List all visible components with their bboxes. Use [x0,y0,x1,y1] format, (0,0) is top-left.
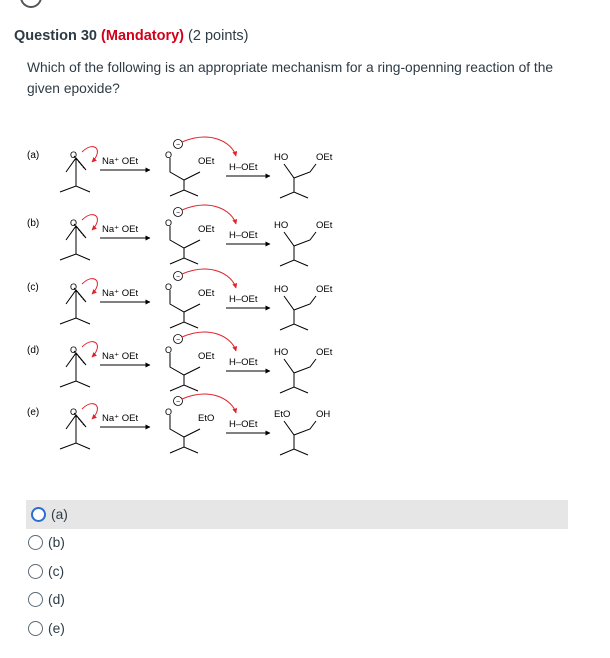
intermediate-bonds [170,353,200,391]
radio-button[interactable] [28,535,43,550]
points-label: (2 points) [188,28,249,44]
intermediate-bonds [170,158,200,196]
intermediate-bonds [170,226,200,264]
scheme-row-label: (d) [27,345,40,356]
curved-arrow [182,205,236,224]
intermediate-bonds [170,290,200,328]
scheme-row-label: (e) [27,407,40,418]
product-right-label: OEt [316,220,333,231]
intermediate-oxygen: O [165,218,173,228]
epoxide-oxygen: O [70,150,78,160]
curved-arrow [82,279,97,294]
curved-arrow [82,342,97,357]
reagent-label: Na⁺ OEt [102,288,139,299]
answer-option-1[interactable] [26,500,568,529]
product-left-label: HO [274,220,289,231]
intermediate-oxygen: O [165,150,173,160]
intermediate-bonds [170,415,200,453]
reagent-label: Na⁺ OEt [102,413,139,424]
epoxide-bonds [60,158,90,192]
intermediate-oxygen: O [165,282,173,292]
epoxide-oxygen: O [70,218,78,228]
radio-button[interactable] [28,564,43,579]
product-bonds [280,421,316,455]
acid-label: H–OEt [229,357,258,368]
negative-charge-sign: − [175,398,181,406]
scheme-row-4 [27,332,333,393]
intermediate-oet-label: OEt [198,288,215,299]
product-right-label: OH [316,409,331,420]
product-bonds [280,164,316,198]
negative-charge-sign: − [175,209,181,217]
answer-label: (c) [48,563,65,579]
epoxide-bonds [60,353,90,387]
acid-label: H–OEt [229,230,258,241]
scheme-row-2 [27,205,333,266]
answer-label: (e) [48,620,65,636]
acid-label: H–OEt [229,419,258,430]
question-number: Question 30 [14,28,97,44]
curved-arrow [182,269,236,288]
question-prompt: Which of the following is an appropriate mechanism for a ring-openning reaction of the given epoxide? [27,60,554,96]
scheme-row-3 [27,269,333,330]
negative-charge-sign: − [175,273,181,281]
scheme-row-1 [27,137,333,198]
intermediate-oet-label: OEt [198,351,215,362]
product-left-label: HO [274,284,289,295]
curved-arrow [182,394,236,413]
reagent-label: Na⁺ OEt [102,224,139,235]
epoxide-oxygen: O [70,407,78,417]
curved-arrow [82,147,97,162]
radio-button[interactable] [28,592,43,607]
epoxide-bonds [60,226,90,260]
reagent-label: Na⁺ OEt [102,156,139,167]
product-right-label: OEt [316,347,333,358]
epoxide-oxygen: O [70,345,78,355]
answer-label: (a) [51,506,68,522]
acid-label: H–OEt [229,294,258,305]
epoxide-bonds [60,290,90,324]
scheme-row-5 [27,394,330,455]
product-bonds [280,359,316,393]
product-left-label: HO [274,347,289,358]
scheme-row-label: (a) [27,150,40,161]
reagent-label: Na⁺ OEt [102,351,139,362]
scheme-row-label: (b) [27,218,40,229]
answer-option-3[interactable] [26,557,568,586]
acid-label: H–OEt [229,162,258,173]
product-bonds [280,232,316,266]
scheme-row-label: (c) [27,282,39,293]
curved-arrow [82,215,97,230]
intermediate-oet-label: EtO [198,413,215,424]
intermediate-oet-label: OEt [198,156,215,167]
intermediate-oxygen: O [165,407,173,417]
product-left-label: EtO [274,409,291,420]
mandatory-tag: (Mandatory) [101,28,185,44]
answer-label: (b) [48,535,65,551]
radio-button[interactable] [31,507,46,522]
intermediate-oxygen: O [165,345,173,355]
epoxide-bonds [60,415,90,449]
curved-arrow [182,332,236,351]
answer-label: (d) [48,592,65,608]
answer-option-4[interactable] [26,586,568,615]
curved-arrow [182,137,236,156]
epoxide-oxygen: O [70,282,78,292]
product-right-label: OEt [316,284,333,295]
intermediate-oet-label: OEt [198,224,215,235]
radio-button[interactable] [28,621,43,636]
product-left-label: HO [274,152,289,163]
product-right-label: OEt [316,152,333,163]
negative-charge-sign: − [175,141,181,149]
curved-arrow [82,404,97,419]
product-bonds [280,296,316,330]
answer-option-5[interactable] [26,614,568,643]
answer-option-2[interactable] [26,529,568,558]
negative-charge-sign: − [175,336,181,344]
answer-list [26,500,568,643]
